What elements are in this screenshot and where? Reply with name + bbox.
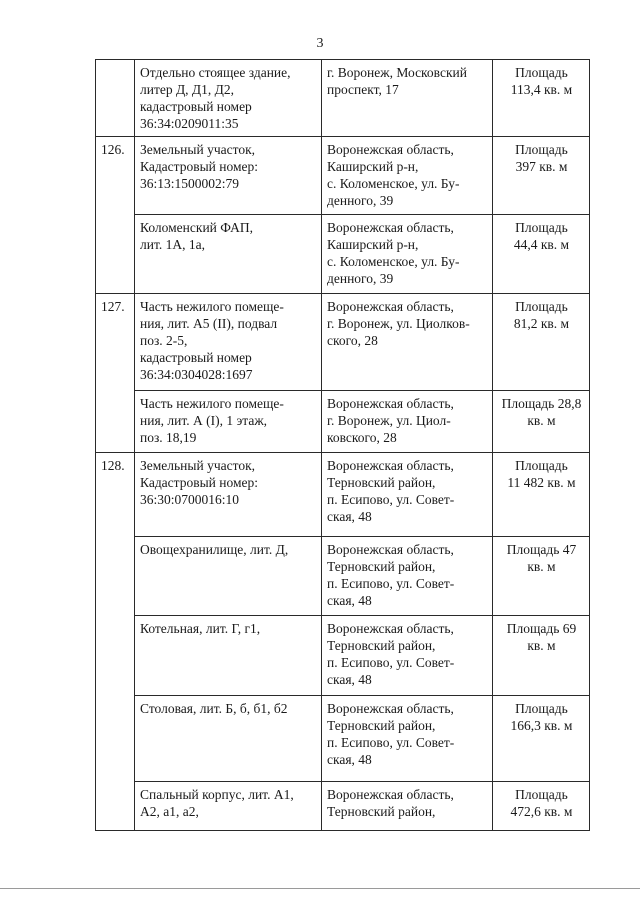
area-line: Площадь (515, 220, 568, 235)
object-name-line: Земельный участок, (140, 458, 256, 473)
address-line: ская, 48 (327, 593, 372, 608)
area-line: Площадь (515, 701, 568, 716)
area-line: Площадь (515, 65, 568, 80)
address-line: г. Воронеж, ул. Циол- (327, 413, 451, 428)
object-name-cell (135, 453, 322, 537)
object-name-line: Земельный участок, (140, 142, 256, 157)
address-line: проспект, 17 (327, 82, 399, 97)
area-cell (493, 696, 590, 782)
address-cell (322, 696, 493, 782)
object-name-line: Часть нежилого помеще- (140, 396, 284, 411)
object-name-line: ния, лит. А (I), 1 этаж, (140, 413, 268, 428)
object-name-line: литер Д, Д1, Д2, (140, 82, 234, 97)
object-name-line: кадастровый номер (140, 99, 252, 114)
table-row (96, 696, 590, 782)
object-name-cell (135, 391, 322, 453)
address-cell (322, 60, 493, 137)
address-line: Воронежская область, (327, 701, 454, 716)
area-line: Площадь 69 (506, 621, 577, 636)
area-cell (493, 537, 590, 616)
object-name-line: поз. 18,19 (140, 430, 197, 445)
area-cell (493, 215, 590, 294)
address-line: Терновский район, (327, 718, 436, 733)
object-name-line: Часть нежилого помеще- (140, 299, 284, 314)
registry-body (96, 60, 590, 831)
area-cell (493, 453, 590, 537)
object-name-line: Отдельно стоящее здание, (140, 65, 291, 80)
area-line: кв. м (527, 559, 556, 574)
address-line: денного, 39 (327, 193, 394, 208)
table-row (96, 453, 590, 537)
area-line: 166,3 кв. м (510, 718, 573, 733)
item-number-cell (96, 60, 135, 137)
area-line: 397 кв. м (515, 159, 568, 174)
object-name-cell (135, 294, 322, 391)
address-line: Воронежская область, (327, 458, 454, 473)
address-line: Воронежская область, (327, 621, 454, 636)
table-row (96, 215, 590, 294)
address-line: Каширский р-н, (327, 237, 419, 252)
object-name-line: 36:30:0700016:10 (140, 492, 240, 507)
address-line: г. Воронеж, ул. Циолков- (327, 316, 470, 331)
area-cell (493, 782, 590, 831)
area-line: 81,2 кв. м (513, 316, 570, 331)
address-line: Воронежская область, (327, 396, 454, 411)
item-number-cell (96, 137, 135, 294)
area-line: 44,4 кв. м (513, 237, 570, 252)
object-name-line: Котельная, лит. Г, г1, (140, 621, 261, 636)
object-name-line: А2, а1, а2, (140, 804, 199, 819)
address-line: Воронежская область, (327, 299, 454, 314)
object-name-line: ния, лит. А5 (II), подвал (140, 316, 278, 331)
area-line: кв. м (527, 638, 556, 653)
object-name-cell (135, 696, 322, 782)
address-cell (322, 391, 493, 453)
address-line: ская, 48 (327, 509, 372, 524)
address-line: Терновский район, (327, 559, 436, 574)
area-line: 113,4 кв. м (510, 82, 573, 97)
area-line: 472,6 кв. м (510, 804, 573, 819)
page-bottom-rule (0, 888, 640, 889)
item-number: 126. (101, 142, 125, 157)
object-name-cell (135, 782, 322, 831)
address-cell (322, 616, 493, 696)
object-name-line: Спальный корпус, лит. А1, (140, 787, 294, 802)
item-number: 128. (101, 458, 125, 473)
object-name-line: Коломенский ФАП, (140, 220, 253, 235)
object-name-line: 36:13:1500002:79 (140, 176, 240, 191)
area-cell (493, 294, 590, 391)
table-row (96, 537, 590, 616)
address-line: Терновский район, (327, 475, 436, 490)
address-line: п. Есипово, ул. Совет- (327, 492, 455, 507)
object-name-line: 36:34:0209011:35 (140, 116, 239, 131)
object-name-cell (135, 60, 322, 137)
area-cell (493, 616, 590, 696)
address-line: ского, 28 (327, 333, 378, 348)
address-line: п. Есипово, ул. Совет- (327, 655, 455, 670)
area-line: Площадь (515, 142, 568, 157)
address-cell (322, 782, 493, 831)
table-row (96, 782, 590, 831)
table-row (96, 137, 590, 215)
object-name-line: Овощехранилище, лит. Д, (140, 542, 289, 557)
object-name-cell (135, 616, 322, 696)
address-cell (322, 137, 493, 215)
object-name-cell (135, 215, 322, 294)
address-line: ская, 48 (327, 672, 372, 687)
address-cell (322, 537, 493, 616)
address-line: Каширский р-н, (327, 159, 419, 174)
address-line: п. Есипово, ул. Совет- (327, 735, 455, 750)
address-line: Воронежская область, (327, 787, 454, 802)
area-line: Площадь 28,8 (501, 396, 582, 411)
object-name-line: лит. 1А, 1а, (140, 237, 205, 252)
address-line: Воронежская область, (327, 542, 454, 557)
address-line: ковского, 28 (327, 430, 397, 445)
area-line: Площадь (515, 787, 568, 802)
item-number-cell (96, 453, 135, 831)
address-line: ская, 48 (327, 752, 372, 767)
area-line: Площадь 47 (506, 542, 577, 557)
address-line: Терновский район, (327, 638, 436, 653)
object-name-line: Столовая, лит. Б, б, б1, б2 (140, 701, 288, 716)
object-name-line: поз. 2-5, (140, 333, 188, 348)
page-number: 3 (316, 36, 324, 51)
area-cell (493, 391, 590, 453)
property-registry-table (95, 59, 590, 831)
object-name-line: кадастровый номер (140, 350, 252, 365)
address-line: п. Есипово, ул. Совет- (327, 576, 455, 591)
address-line: г. Воронеж, Московский (327, 65, 467, 80)
area-line: 11 482 кв. м (507, 475, 576, 490)
address-line: Воронежская область, (327, 142, 454, 157)
table-row (96, 294, 590, 391)
table-row (96, 60, 590, 137)
address-cell (322, 294, 493, 391)
table-row (96, 616, 590, 696)
object-name-line: 36:34:0304028:1697 (140, 367, 253, 382)
object-name-cell (135, 137, 322, 215)
address-line: Воронежская область, (327, 220, 454, 235)
area-cell (493, 137, 590, 215)
address-cell (322, 215, 493, 294)
area-cell (493, 60, 590, 137)
object-name-line: Кадастровый номер: (140, 475, 259, 490)
item-number: 127. (101, 299, 125, 314)
object-name-cell (135, 537, 322, 616)
item-number-cell (96, 294, 135, 453)
object-name-line: Кадастровый номер: (140, 159, 259, 174)
address-line: с. Коломенское, ул. Бу- (327, 176, 460, 191)
address-cell (322, 453, 493, 537)
address-line: Терновский район, (327, 804, 436, 819)
area-line: Площадь (515, 458, 568, 473)
address-line: денного, 39 (327, 271, 394, 286)
address-line: с. Коломенское, ул. Бу- (327, 254, 460, 269)
area-line: Площадь (515, 299, 568, 314)
area-line: кв. м (527, 413, 556, 428)
table-row (96, 391, 590, 453)
